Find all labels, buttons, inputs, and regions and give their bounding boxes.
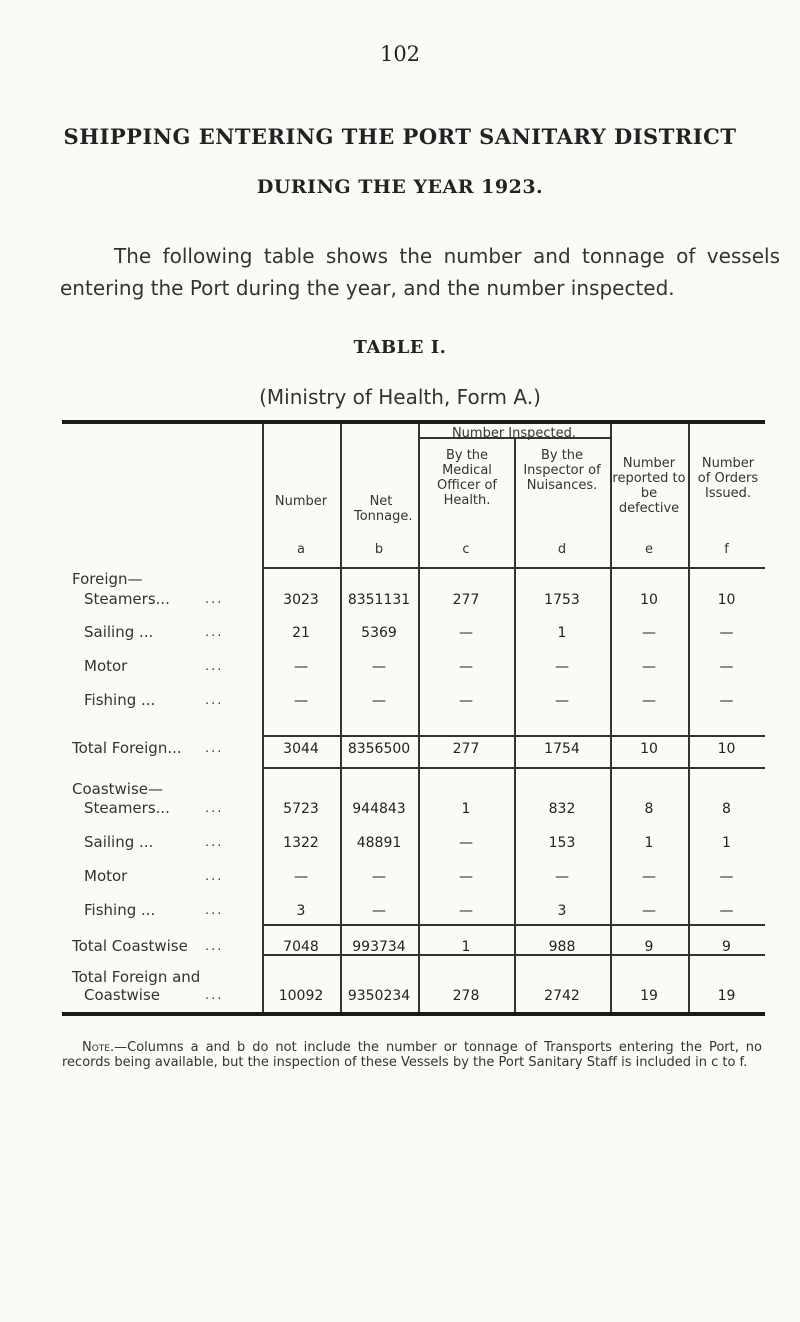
table-cell: 2742 xyxy=(544,988,580,1004)
table-cell: 1322 xyxy=(283,835,319,851)
table-cell: 3023 xyxy=(283,592,319,608)
header-number-inspected: Number Inspected. xyxy=(451,426,577,441)
table-cell: — xyxy=(719,693,734,709)
row-label: Total Coastwise xyxy=(72,937,188,955)
note-label: Note. xyxy=(82,1040,115,1055)
leader-dots: ... xyxy=(205,659,224,674)
row-label: Motor xyxy=(84,867,128,885)
row-label: Fishing ... xyxy=(84,691,156,709)
column-letter: e xyxy=(645,542,653,557)
table-cell: 10 xyxy=(640,741,658,757)
table-cell: 9350234 xyxy=(347,988,411,1004)
table-cell: — xyxy=(459,835,473,851)
row-divider xyxy=(262,767,765,769)
table-top-rule xyxy=(62,420,765,424)
row-label: Total Foreign and xyxy=(72,968,201,986)
column-letter: b xyxy=(374,542,384,557)
table-cell: — xyxy=(555,659,569,675)
row-label: Sailing ... xyxy=(84,833,154,851)
table-cell: 1753 xyxy=(544,592,580,608)
table-cell: 1 xyxy=(722,835,731,851)
table-cell: — xyxy=(719,659,734,675)
note-text: —Columns a and b do not include the number or tonnage of Transports entering the Port, no records being available, but the inspection of these Vessels by the Port Sanitary Staff is included in c to f. xyxy=(62,1040,762,1070)
table-cell: 21 xyxy=(292,625,310,641)
leader-dots: ... xyxy=(205,988,224,1003)
table-cell: 1 xyxy=(557,625,567,641)
table-subtitle: (Ministry of Health, Form A.) xyxy=(259,385,541,409)
leader-dots: ... xyxy=(205,835,224,850)
column-letter: a xyxy=(297,542,305,557)
table-cell: — xyxy=(642,903,656,919)
footnote xyxy=(62,1040,762,1070)
row-label: Steamers... xyxy=(84,590,170,608)
column-letter: d xyxy=(557,542,567,557)
table-cell: 3044 xyxy=(283,741,319,757)
row-divider xyxy=(262,924,765,926)
table-cell: 277 xyxy=(452,741,480,757)
table-cell: 10 xyxy=(717,592,736,608)
table-cell: 8351131 xyxy=(347,592,411,608)
table-cell: 3 xyxy=(296,903,306,919)
table-cell: 944843 xyxy=(352,801,406,817)
table-cell: 10 xyxy=(640,592,658,608)
row-divider xyxy=(262,735,765,737)
table-cell: — xyxy=(459,693,473,709)
table-cell: — xyxy=(459,625,473,641)
table-cell: 7048 xyxy=(283,939,319,955)
table-cell: 5369 xyxy=(361,625,397,641)
table-cell: — xyxy=(719,869,734,885)
row-label-continued: Coastwise xyxy=(84,986,161,1004)
row-label: Sailing ... xyxy=(84,623,154,641)
row-label: Motor xyxy=(84,657,128,675)
table-cell: — xyxy=(719,903,734,919)
table-cell: — xyxy=(372,869,386,885)
table-cell: 278 xyxy=(452,988,480,1004)
table-cell: — xyxy=(459,659,473,675)
table-title: TABLE I. xyxy=(353,337,447,358)
table-cell: 153 xyxy=(548,835,576,851)
table-cell: — xyxy=(459,903,473,919)
table-cell: 988 xyxy=(548,939,576,955)
table-cell: 1 xyxy=(644,835,654,851)
leader-dots: ... xyxy=(205,869,224,884)
column-letter: c xyxy=(462,542,470,557)
leader-dots: ... xyxy=(205,592,224,607)
table-cell: 832 xyxy=(548,801,576,817)
table-cell: 8356500 xyxy=(347,741,411,757)
table-cell: 9 xyxy=(722,939,731,955)
table-cell: — xyxy=(642,869,656,885)
table-cell: 1 xyxy=(461,939,471,955)
header-number: Number xyxy=(274,494,328,509)
table-cell: 1 xyxy=(461,801,471,817)
table-cell: 10 xyxy=(717,741,736,757)
section-foreign: Foreign— xyxy=(72,570,143,588)
table-cell: — xyxy=(294,659,308,675)
header-inspector: By the Inspector of Nuisances. xyxy=(523,448,601,493)
table-cell: — xyxy=(642,659,656,675)
leader-dots: ... xyxy=(205,693,224,708)
header-net-tonnage: Net Tonnage. xyxy=(354,494,413,524)
table-cell: — xyxy=(372,903,386,919)
leader-dots: ... xyxy=(205,801,224,816)
row-label: Steamers... xyxy=(84,799,170,817)
table-cell: 3 xyxy=(557,903,567,919)
table-cell: 1754 xyxy=(544,741,580,757)
table-cell: — xyxy=(294,869,308,885)
table-cell: 19 xyxy=(640,988,658,1004)
table-cell: — xyxy=(555,693,569,709)
row-divider xyxy=(262,567,765,569)
page-number: 102 xyxy=(379,42,421,66)
table-cell: — xyxy=(642,693,656,709)
leader-dots: ... xyxy=(205,939,224,954)
header-reported-defective: Number reported to be defective xyxy=(612,456,686,516)
page-title: SHIPPING ENTERING THE PORT SANITARY DISTRICT xyxy=(63,124,737,149)
table-cell: 19 xyxy=(717,988,736,1004)
header-medical-officer: By the Medical Officer of Health. xyxy=(437,448,497,508)
table-cell: — xyxy=(294,693,308,709)
table-cell: 8 xyxy=(644,801,654,817)
page-subtitle: DURING THE YEAR 1923. xyxy=(256,176,544,198)
section-coastwise: Coastwise— xyxy=(72,780,164,798)
table-cell: — xyxy=(642,625,656,641)
table-cell: 48891 xyxy=(356,835,402,851)
leader-dots: ... xyxy=(205,741,224,756)
table-cell: — xyxy=(719,625,734,641)
table-bottom-rule xyxy=(62,1012,765,1016)
table-cell: — xyxy=(459,869,473,885)
table-cell: 8 xyxy=(722,801,731,817)
row-label: Total Foreign... xyxy=(72,739,182,757)
table-cell: 277 xyxy=(452,592,480,608)
table-cell: 9 xyxy=(644,939,654,955)
table-cell: — xyxy=(555,869,569,885)
row-label: Fishing ... xyxy=(84,901,156,919)
table-cell: — xyxy=(372,693,386,709)
column-divider xyxy=(514,438,516,1012)
table-cell: 993734 xyxy=(352,939,406,955)
leader-dots: ... xyxy=(205,903,224,918)
leader-dots: ... xyxy=(205,625,224,640)
table-cell: 10092 xyxy=(278,988,324,1004)
header-orders-issued: Number of Orders Issued. xyxy=(697,456,759,501)
table-cell: 5723 xyxy=(283,801,319,817)
column-letter: f xyxy=(724,542,729,557)
intro-paragraph: The following table shows the number and tonnage of vessels entering the Port during the year, and the number inspected. xyxy=(60,244,780,300)
table-cell: — xyxy=(372,659,386,675)
